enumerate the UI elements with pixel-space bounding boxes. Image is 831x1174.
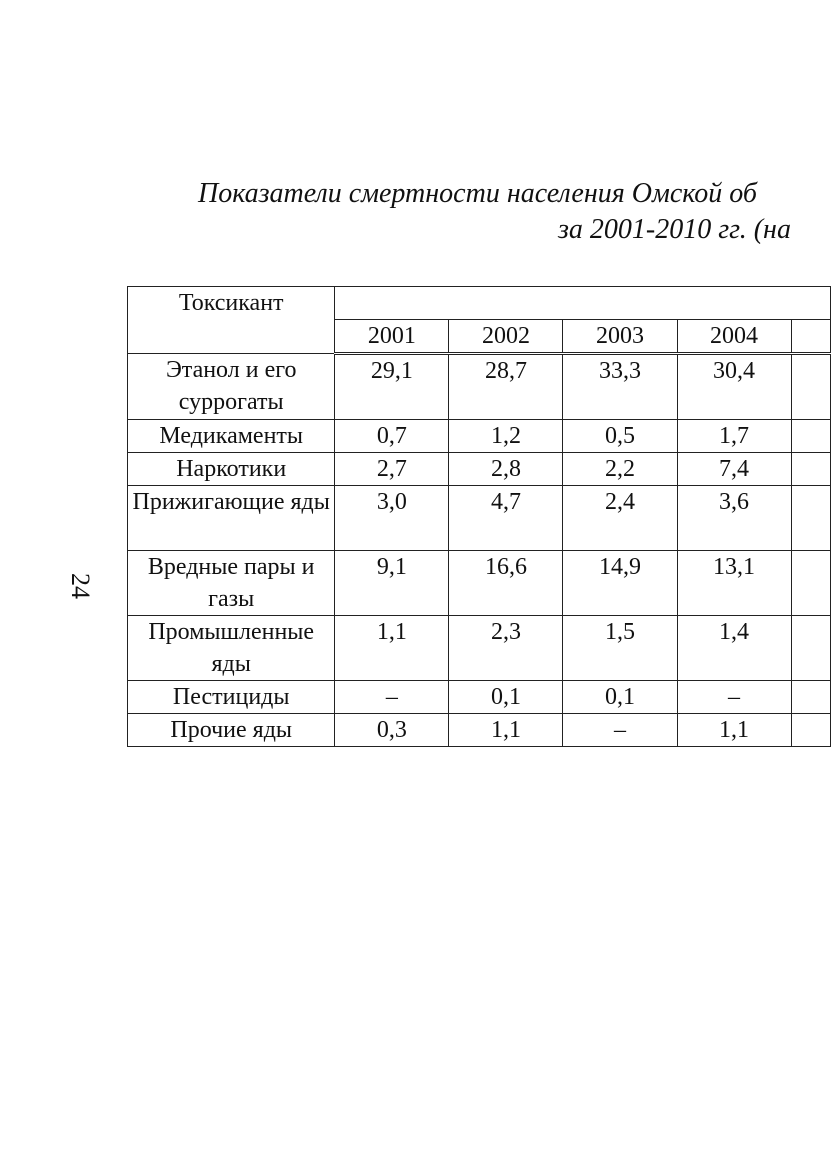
table-cell: 7,4 bbox=[677, 453, 791, 486]
header-years-group bbox=[335, 287, 831, 320]
table-header-row bbox=[128, 287, 831, 320]
table-cell: 2,8 bbox=[449, 453, 563, 486]
table-cell: 1,2 bbox=[449, 420, 563, 453]
table-cell: 0,1 bbox=[563, 681, 677, 714]
table-cell: 2,3 bbox=[449, 616, 563, 681]
table-cell: 13,1 bbox=[677, 551, 791, 616]
table-cell-cut bbox=[791, 453, 830, 486]
table-cell: 28,7 bbox=[449, 354, 563, 420]
row-label: Наркотики bbox=[128, 453, 335, 486]
table-cell: 1,1 bbox=[677, 714, 791, 747]
mortality-table bbox=[127, 286, 831, 747]
table-cell-cut bbox=[791, 616, 830, 681]
table-row bbox=[128, 420, 831, 453]
table-cell: – bbox=[677, 681, 791, 714]
table-row bbox=[128, 551, 831, 616]
table-cell: 0,5 bbox=[563, 420, 677, 453]
table-cell: 4,7 bbox=[449, 486, 563, 551]
table-cell: 33,3 bbox=[563, 354, 677, 420]
header-year-cut bbox=[791, 320, 830, 354]
row-label: Медикаменты bbox=[128, 420, 335, 453]
table-row bbox=[128, 486, 831, 551]
table-row bbox=[128, 354, 831, 420]
row-label: Этанол и его суррогаты bbox=[128, 354, 335, 420]
table-cell: 30,4 bbox=[677, 354, 791, 420]
table-title-line-2: за 2001-2010 гг. (на bbox=[558, 214, 791, 245]
table-title-line-1: Показатели смертности населения Омской об bbox=[198, 178, 758, 209]
page-number: 24 bbox=[66, 573, 95, 599]
table-cell-cut bbox=[791, 714, 830, 747]
header-toxicant: Токсикант bbox=[128, 287, 335, 354]
table-cell: 2,2 bbox=[563, 453, 677, 486]
table-cell: 1,4 bbox=[677, 616, 791, 681]
row-label: Пестициды bbox=[128, 681, 335, 714]
table-cell: 1,7 bbox=[677, 420, 791, 453]
header-year: 2002 bbox=[449, 320, 563, 354]
table-cell: – bbox=[335, 681, 449, 714]
table-cell-cut bbox=[791, 354, 830, 420]
header-year: 2003 bbox=[563, 320, 677, 354]
row-label: Прочие яды bbox=[128, 714, 335, 747]
table-cell-cut bbox=[791, 420, 830, 453]
table-cell: 3,0 bbox=[335, 486, 449, 551]
table-cell: 1,1 bbox=[335, 616, 449, 681]
table-row bbox=[128, 453, 831, 486]
table-cell: 0,7 bbox=[335, 420, 449, 453]
table-cell: 14,9 bbox=[563, 551, 677, 616]
table-cell: 1,5 bbox=[563, 616, 677, 681]
table-row bbox=[128, 714, 831, 747]
table-cell: 29,1 bbox=[335, 354, 449, 420]
table-cell-cut bbox=[791, 551, 830, 616]
table-cell: 0,3 bbox=[335, 714, 449, 747]
row-label: Прижигающие яды bbox=[128, 486, 335, 551]
table-row bbox=[128, 681, 831, 714]
table-cell-cut bbox=[791, 486, 830, 551]
header-year: 2004 bbox=[677, 320, 791, 354]
table-cell: 3,6 bbox=[677, 486, 791, 551]
table-cell: 16,6 bbox=[449, 551, 563, 616]
table-cell: 0,1 bbox=[449, 681, 563, 714]
table-cell: 1,1 bbox=[449, 714, 563, 747]
row-label: Вредные пары и газы bbox=[128, 551, 335, 616]
table-title bbox=[198, 176, 831, 248]
table-cell: 2,4 bbox=[563, 486, 677, 551]
table-cell: 2,7 bbox=[335, 453, 449, 486]
table-row bbox=[128, 616, 831, 681]
table-cell: 9,1 bbox=[335, 551, 449, 616]
row-label: Промышленные яды bbox=[128, 616, 335, 681]
table-cell-cut bbox=[791, 681, 830, 714]
header-year: 2001 bbox=[335, 320, 449, 354]
table-cell: – bbox=[563, 714, 677, 747]
